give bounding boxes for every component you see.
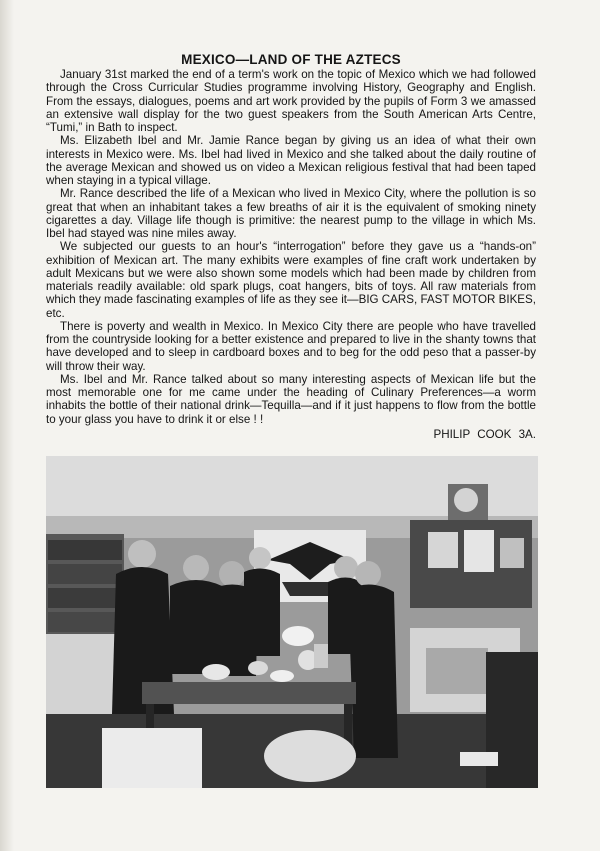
article-title: MEXICO—LAND OF THE AZTECS [181, 52, 401, 67]
article-paragraph-3: Mr. Rance described the life of a Mexican who lived in Mexico City, where the pollution is so great that when an inhabitant takes a few breaths of air it is the equivalent of smoking ninety cigarettes a day. Village life though is primitive: the nearest pump to the village in which Ms. Ibel had stayed was nine miles away. [46, 187, 536, 240]
article-paragraph-6: Ms. Ibel and Mr. Rance talked about so many interesting aspects of Mexican life but the most memorable one for me came under the heading of Culinary Preferences—a worm inhabits the bottle of their national drink—Tequilla—and if it just happens to flow from the bottle to your glass you have to drink it or else ! ! [46, 372, 536, 426]
foreground-chair [102, 728, 202, 788]
article-paragraph-4: We subjected our guests to an hour's “interrogation” before they gave us a “hands-on” exhibition of Mexican art. The many exhibits were examples of fine craft work undertaken by adult Mexicans but we were also shown some models which had been made by children from materials readily available: old spark plugs, coat hangers, bits of toys. All raw materials from which they made fascinating examples of life as they see it—BIG CARS, FAST MOTOR BIKES, etc. [46, 240, 536, 320]
article-paragraph-2: Ms. Elizabeth Ibel and Mr. Jamie Rance began by giving us an idea of what their own interests in Mexico were. Ms. Ibel had lived in Mexico and she talked about the daily routine of the average Mexican and showed us on video a Mexican religious festival that had been taped when staying in a typical village. [46, 134, 536, 187]
classroom-photo [46, 456, 538, 788]
article [46, 52, 536, 441]
seated-person [486, 652, 538, 788]
article-paragraph-1: January 31st marked the end of a term's work on the topic of Mexico which we had followed through the Cross Curricular Studies programme involving History, Geography and English. From the essays, dialogues, poems and art work provided by the pupils of Form 3 we amassed an extensive wall display for the two guest speakers from the South American Arts Centre, “Tumi,” in Bath to inspect. [46, 68, 536, 134]
article-paragraph-5: There is poverty and wealth in Mexico. In Mexico City there are people who have travelled from the countryside looking for a better existence and prepared to live in the shanty towns that have developed and to sleep in cardboard boxes and to beg for the odd peso that a passer-by will throw their way. [46, 319, 536, 373]
page-edge-shadow [0, 0, 14, 851]
article-byline: PHILIP COOK 3A. [433, 427, 536, 441]
